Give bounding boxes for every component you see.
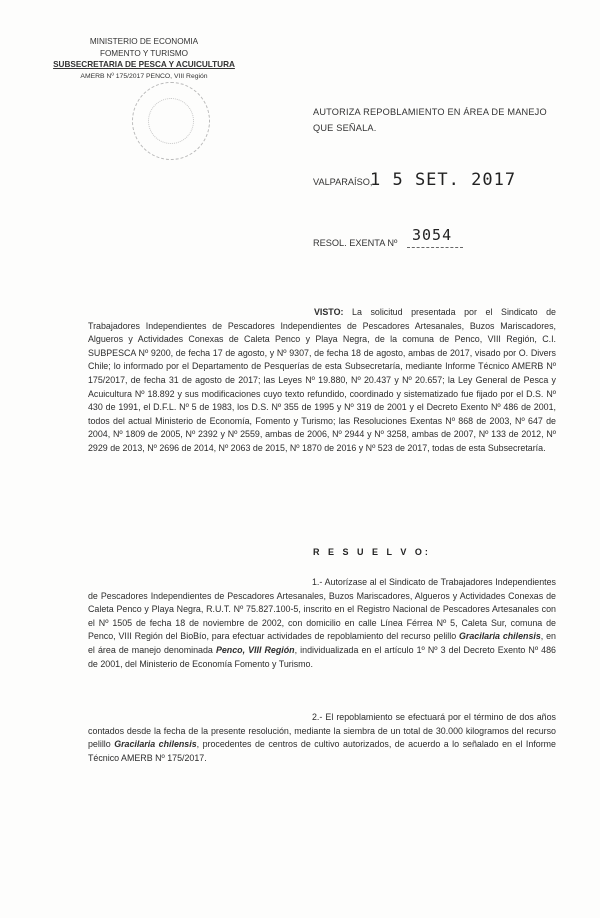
item2-species: Gracilaria chilensis [114, 739, 197, 750]
resolution-number: 3054 [412, 226, 453, 244]
official-seal-inner [148, 98, 194, 144]
letterhead [44, 36, 244, 82]
ministry-name: MINISTERIO DE ECONOMIA [89, 37, 199, 46]
subsecretaria-name: SUBSECRETARIA DE PESCA Y ACUICULTURA [53, 60, 235, 69]
item1-area: Penco, VIII Región [215, 644, 295, 655]
visto-text: La solicitud presentada por el Sindicato de Trabajadores Independientes de Pescadores Independientes de Pescadores Artesanales, Buzos Mariscadores, Algueros y Actividades Conexas de Caleta Penco y Playa Negra, de la comuna de Penco, VIII Región, C.I. SUBPESCA Nº 9200, de fecha 17 de agosto, y Nº 9307, de fecha 18 de agosto, ambas de 2017, visado por O. Divers Chile; lo informado por el Departamento de Pesquerías de esta Subsecretaría, mediante Informe Técnico AMERB Nº 175/2017, de fecha 31 de agosto de 2017; las Leyes Nº 19.880, Nº 20.437 y Nº 20.657; la Ley General de Pesca y Acuicultura Nº 18.892 y sus modificaciones cuyo texto refundido, coordinado y sistematizado fue fijado por el D.S. Nº 430 de 1991, el D.F.L. Nº 5 de 1983, los D.S. Nº 355 de 1995 y Nº 319 de 2001 y el Decreto Exento Nº 486 de 2001, todos del actual Ministerio de Economía, Fomento y Turismo; las Resoluciones Exentas Nº 868 de 2003, Nº 647 de 2004, Nº 1809 de 2005, Nº 2392 y Nº 2559, ambas de 2006, Nº 2944 y Nº 3258, ambas de 2007, Nº 133 de 2012, Nº 2929 de 2013, Nº 2696 de 2014, Nº 2063 de 2015, Nº 1870 de 2016 y Nº 523 de 2017, todas de esta Subsecretaría. [88, 307, 556, 453]
reference-line: AMERB Nº 175/2017 PENCO, VIII Región [80, 72, 208, 80]
ministry-name-2: FOMENTO Y TURISMO [99, 48, 189, 58]
visto-lead: VISTO: [314, 307, 344, 317]
item1-text-c: , individualizada en el artículo 1º Nº 3 del Decreto Exento Nº 486 de 2001, del Ministerio de Economía Fomento y Turismo. [88, 644, 556, 669]
resolution-item-1 [88, 576, 556, 671]
stamped-date: 1 5 SET. 2017 [370, 170, 517, 190]
item2-text-b: , procedentes de centros de cultivo autorizados, de acuerdo a lo señalado en el Informe Técnico AMERB Nº 175/2017. [88, 739, 556, 763]
resolution-number-line [407, 247, 463, 248]
resolution-item-2 [88, 711, 556, 765]
item2-text-a: 2.- El repoblamiento se efectuará por el término de dos años contados desde la fecha de la presente resolución, mediante la siembra de un total de 30.000 kilogramos del recurso pelillo [88, 712, 556, 750]
visto-paragraph [88, 306, 556, 456]
item1-species: Gracilaria chilensis [459, 631, 541, 642]
resolution-label: RESOL. EXENTA Nº [313, 238, 398, 248]
item1-text-b: , en el área de manejo denominada [88, 631, 556, 655]
place-label: VALPARAÍSO, [313, 177, 373, 187]
document-subject: AUTORIZA REPOBLAMIENTO EN ÁREA DE MANEJO QUE SEÑALA. [313, 107, 547, 133]
item1-text-a: 1.- Autorízase al el Sindicato de Trabajadores Independientes de Pescadores Independientes de Pescadores Artesanales, Buzos Mariscadores, Algueros y Actividades Conexas de Caleta Penco y Playa Negra, R.U.T. Nº 75.827.100-5, inscrito en el Registro Nacional de Pescadores Artesanales con el Nº 1505 de fecha 18 de noviembre de 2002, con domicilio en calle Línea Férrea Nº 5, Caleta Sur, comuna de Penco, VIII Región del BioBío, para efectuar actividades de repoblamiento del recurso pelillo [88, 577, 556, 642]
resuelvo-heading: R E S U E L V O: [313, 547, 431, 557]
